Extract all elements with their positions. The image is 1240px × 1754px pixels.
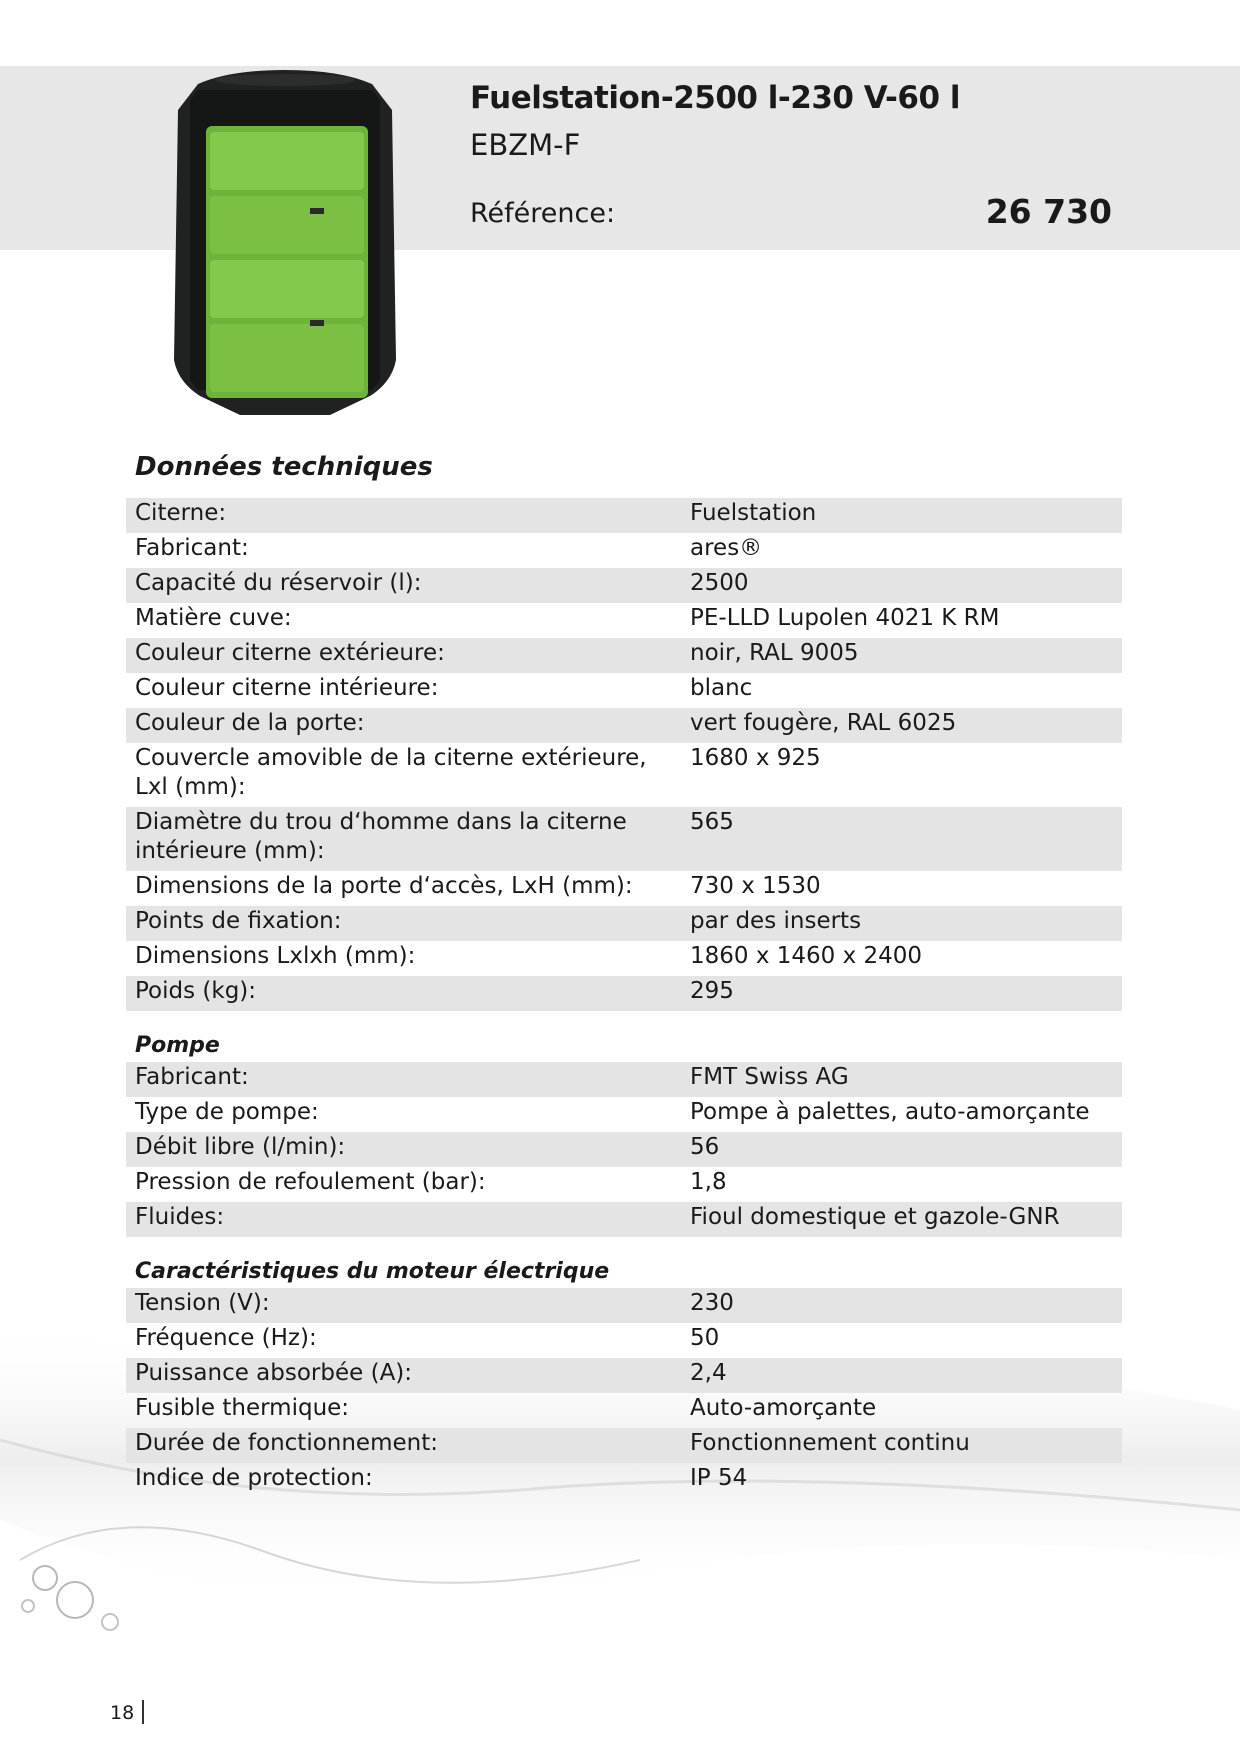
spec-label: Citerne: [135,500,227,526]
spec-label: Pression de refoulement (bar): [135,1169,486,1195]
spec-value: 56 [690,1134,720,1160]
spec-label: Points de fixation: [135,908,342,934]
reference-number: 26 730 [985,192,1112,231]
spec-value: par des inserts [690,908,862,934]
spec-value: 2,4 [690,1360,727,1386]
spec-value: Fioul domestique et gazole-GNR [690,1204,1060,1230]
spec-label: Fluides: [135,1204,225,1230]
spec-label: Couleur citerne extérieure: [135,640,445,666]
spec-row [126,1358,1122,1393]
spec-value: FMT Swiss AG [690,1064,849,1090]
spec-row [126,807,1122,871]
spec-label: Dimensions de la porte d‘accès, LxH (mm): [135,873,633,899]
spec-label: Poids (kg): [135,978,257,1004]
spec-value: Pompe à palettes, auto-amorçante [690,1099,1090,1125]
spec-value: 730 x 1530 [690,873,821,899]
spec-value: noir, RAL 9005 [690,640,859,666]
product-title: Fuelstation-2500 l-230 V-60 l [470,80,960,116]
product-model: EBZM-F [470,128,581,162]
specs-table [126,498,1122,1498]
spec-row [126,1132,1122,1167]
spec-label: Fabricant: [135,535,249,561]
spec-label: Diamètre du trou d‘homme dans la citerne intérieure (mm): [135,809,627,864]
spec-label: Fabricant: [135,1064,249,1090]
spec-value: vert fougère, RAL 6025 [690,710,957,736]
spec-value: 1,8 [690,1169,727,1195]
spec-row [126,1097,1122,1132]
spec-row [126,906,1122,941]
spec-label: Capacité du réservoir (l): [135,570,422,596]
spec-label: Couleur de la porte: [135,710,365,736]
spec-row [126,638,1122,673]
spec-value: 565 [690,809,734,835]
spec-row [126,568,1122,603]
spec-label: Tension (V): [135,1290,270,1316]
spec-value: Fonctionnement continu [690,1430,970,1456]
spec-row [126,708,1122,743]
fuel-tank-image [170,70,400,415]
spec-label: Fusible thermique: [135,1395,350,1421]
spec-row [126,1393,1122,1428]
spec-label: Couleur citerne intérieure: [135,675,439,701]
spec-row [126,673,1122,708]
spec-row [126,498,1122,533]
spec-value: Fuelstation [690,500,817,526]
spec-value: Auto-amorçante [690,1395,877,1421]
page-number: 18 [110,1702,135,1724]
spec-value: 2500 [690,570,749,596]
spec-row [126,603,1122,638]
spec-row [126,1288,1122,1323]
spec-label: Indice de protection: [135,1465,373,1491]
spec-value: 295 [690,978,734,1004]
spec-row [126,1062,1122,1097]
spec-label: Matière cuve: [135,605,292,631]
spec-value: 1860 x 1460 x 2400 [690,943,923,969]
spec-label: Couvercle amovible de la citerne extérieure, Lxl (mm): [135,745,647,800]
spec-group-pump [126,1011,1122,1237]
spec-value: 50 [690,1325,720,1351]
page-number-divider [142,1700,144,1724]
spec-row [126,743,1122,807]
section-title: Données techniques [135,452,433,482]
spec-row [126,1428,1122,1463]
spec-row [126,941,1122,976]
spec-group-tank [126,498,1122,1011]
spec-value: 230 [690,1290,734,1316]
spec-label: Dimensions Lxlxh (mm): [135,943,416,969]
spec-group-motor [126,1237,1122,1498]
subheading-pump: Pompe [135,1033,220,1058]
spec-value: blanc [690,675,753,701]
spec-label: Durée de fonctionnement: [135,1430,438,1456]
spec-label: Puissance absorbée (A): [135,1360,413,1386]
spec-row [126,533,1122,568]
spec-row [126,1202,1122,1237]
spec-label: Débit libre (l/min): [135,1134,346,1160]
spec-label: Fréquence (Hz): [135,1325,317,1351]
spec-value: PE-LLD Lupolen 4021 K RM [690,605,1000,631]
spec-row [126,1323,1122,1358]
spec-row [126,976,1122,1011]
spec-value: IP 54 [690,1465,748,1491]
spec-value: 1680 x 925 [690,745,821,771]
spec-row [126,871,1122,906]
spec-value: ares® [690,535,763,561]
reference-label: Référence: [470,198,616,229]
spec-label: Type de pompe: [135,1099,319,1125]
spec-row [126,1167,1122,1202]
subheading-motor: Caractéristiques du moteur électrique [135,1259,610,1284]
spec-row [126,1463,1122,1498]
